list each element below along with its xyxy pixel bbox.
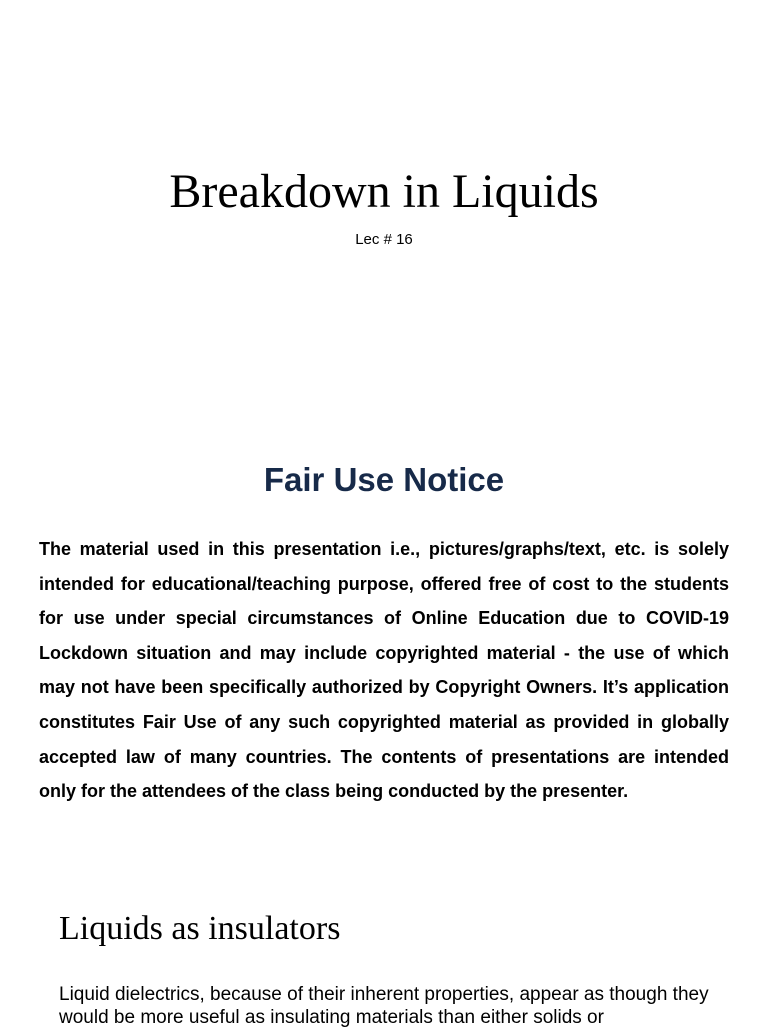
section-body: Liquid dielectrics, because of their inherent properties, appear as though they would be more useful as insulating materials than either solids or <box>59 984 709 1028</box>
section-heading: Liquids as insulators <box>59 910 341 947</box>
insulators-slide <box>0 870 768 1028</box>
fair-use-slide <box>0 400 768 870</box>
fair-use-body: The material used in this presentation i.e., pictures/graphs/text, etc. is solely intended for educational/teaching purpose, offered free of cost to the students for use under special circumstances of Online Education due to COVID-19 Lockdown situation and may include copyrighted material - the use of which may not have been specifically authorized by Copyright Owners. It’s application constitutes Fair Use of any such copyrighted material as provided in globally accepted law of many countries. The contents of presentations are intended only for the attendees of the class being conducted by the presenter. <box>39 539 729 802</box>
lecture-number: Lec # 16 <box>355 231 413 248</box>
fair-use-heading: Fair Use Notice <box>263 461 505 498</box>
title-slide <box>0 0 768 400</box>
slide-title: Breakdown in Liquids <box>169 165 599 218</box>
